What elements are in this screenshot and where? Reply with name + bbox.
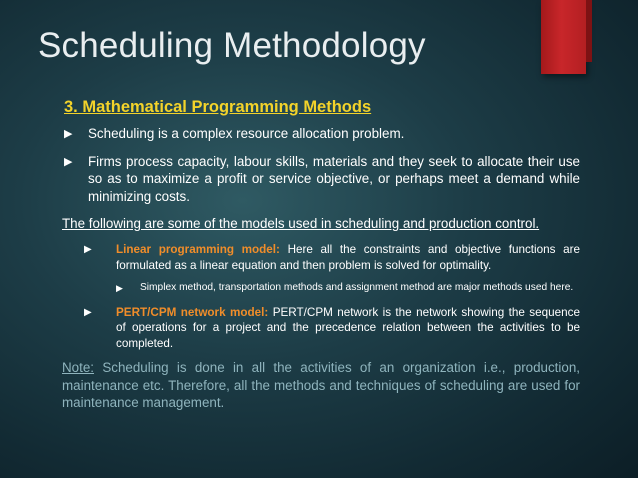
model-item-linear-programming	[84, 242, 580, 273]
model-item-pert-cpm	[84, 305, 580, 352]
triangle-right-icon: ▶	[64, 155, 73, 168]
model-text	[116, 242, 580, 273]
triangle-right-icon: ▶	[84, 306, 92, 318]
bullet-item	[64, 125, 580, 143]
model-name: Linear programming model:	[116, 243, 280, 256]
section-heading: 3. Mathematical Programming Methods	[64, 98, 372, 116]
lead-text: The following are some of the models used in scheduling and production control.	[62, 216, 540, 231]
bullet-text: Scheduling is a complex resource allocation problem.	[88, 126, 405, 141]
bullet-item	[64, 153, 580, 206]
model-description: Here all the constraints and objective functions are formulated as a linear equation and then problem is solved for optimality.	[116, 243, 580, 272]
decorative-ribbon	[541, 0, 586, 74]
slide-title: Scheduling Methodology	[38, 26, 426, 65]
note-paragraph	[62, 359, 580, 412]
model-description: PERT/CPM network is the network showing the sequence of operations for a project and the precedence relation between the activities to be completed.	[116, 305, 580, 350]
sub-bullet-item	[116, 281, 580, 295]
bullet-text: Firms process capacity, labour skills, materials and they seek to allocate their use so as to maximize a profit or service objective, or perhaps meet a demand while minimizing costs.	[88, 153, 580, 204]
sub-bullet-text: Simplex method, transportation methods and assignment method are major methods used here.	[140, 282, 574, 293]
slide-content	[64, 98, 580, 412]
model-name: PERT/CPM network model:	[116, 305, 269, 319]
model-text	[116, 305, 580, 352]
note-text: Scheduling is done in all the activities of an organization i.e., production, maintenance etc. Therefore, all the methods and techniques of scheduling are used for maintenance management.	[62, 360, 580, 410]
triangle-right-icon: ▶	[64, 128, 73, 140]
note-label: Note:	[62, 360, 95, 375]
triangle-right-icon: ▶	[116, 283, 123, 293]
triangle-right-icon: ▶	[84, 244, 92, 255]
